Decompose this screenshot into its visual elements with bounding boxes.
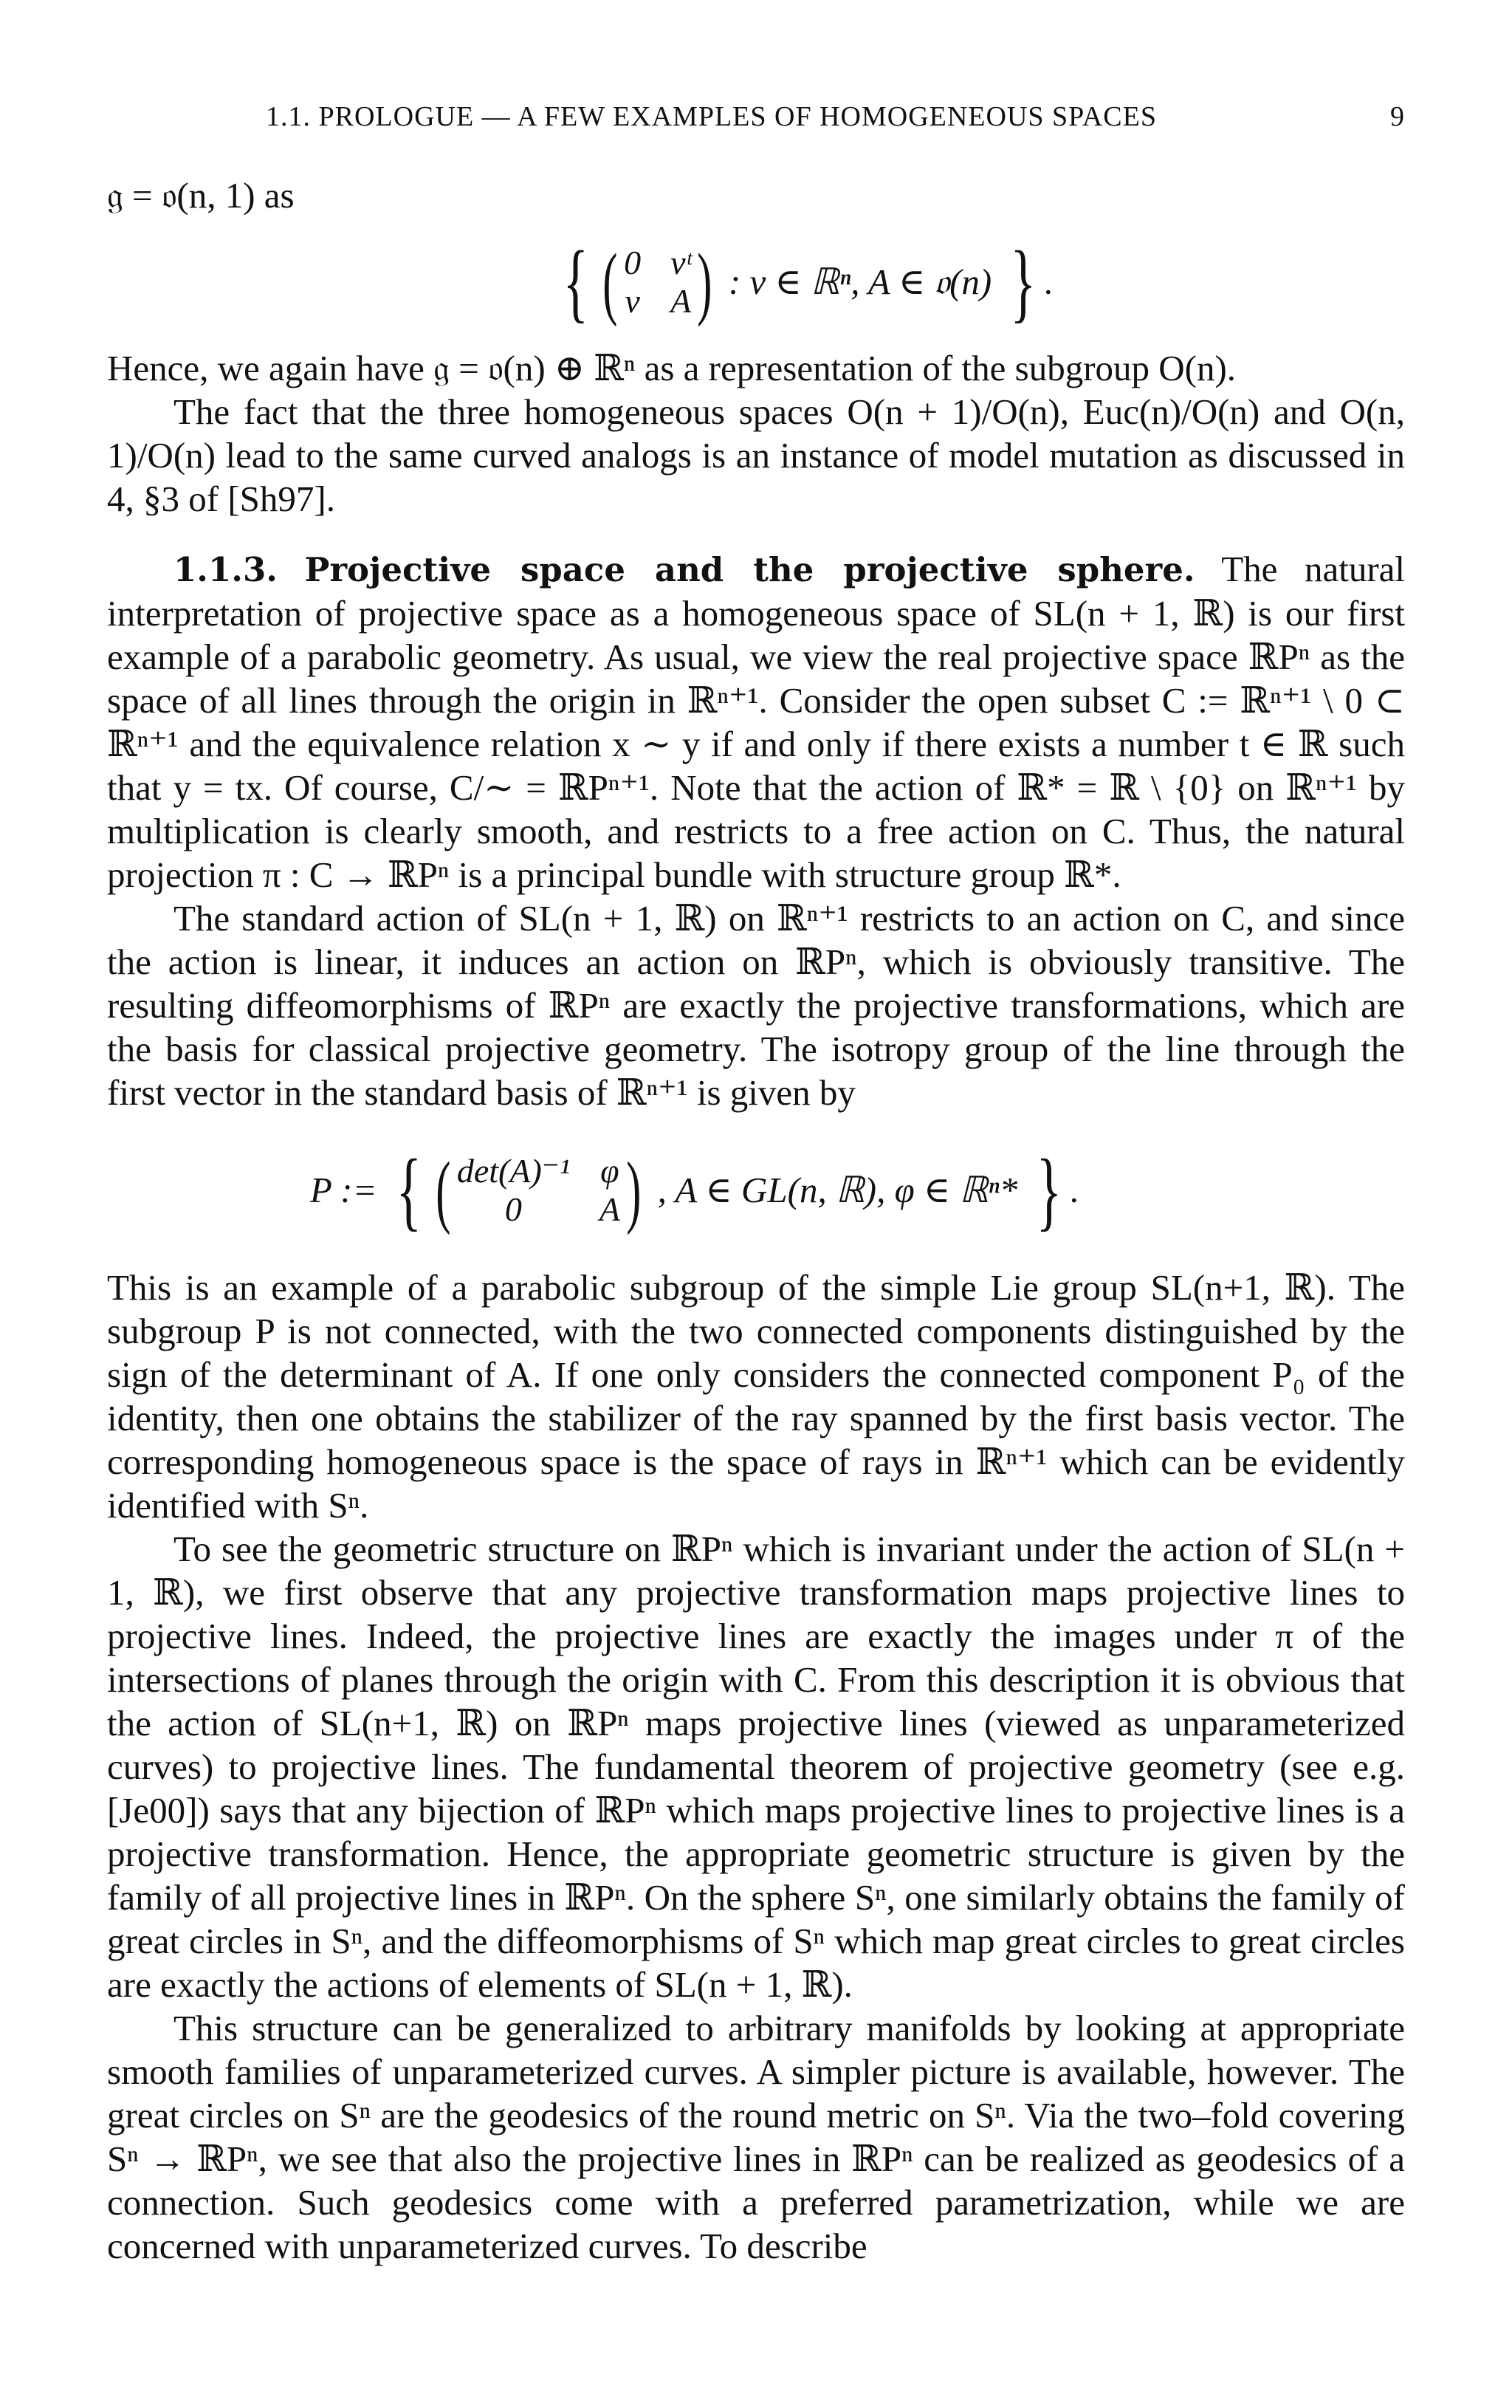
- section-number: 1.1.3.: [173, 550, 278, 589]
- paragraph-5: This is an example of a parabolic subgroup of the simple Lie group SL(n+1, ℝ). The subgroup P is not connected, with the two connected components distinguished by the sign of the determinant of A. If one only considers the connected component P₀ of the identity, then one obtains the stabilizer of the ray spanned by the first basis vector. The corresponding homogeneous space is the space of rays in ℝⁿ⁺¹ which can be evidently identified with Sⁿ.: [107, 1267, 1405, 1526]
- left-brace: {: [396, 1140, 422, 1239]
- equation-period: .: [1070, 1170, 1080, 1210]
- right-paren: ): [626, 1145, 642, 1235]
- matrix-entry: 0: [624, 243, 642, 281]
- running-head: [107, 95, 1405, 139]
- matrix-entry: φ: [600, 1151, 619, 1190]
- section-heading-paragraph: [107, 547, 1405, 896]
- matrix-entry: v: [625, 281, 640, 320]
- paragraph-3: The natural interpretation of projective space as a homogeneous space of SL(n + 1, ℝ) is our first example of a parabolic geometry. As usual, we view the real projective space ℝPⁿ as the space of all lines through the origin in ℝⁿ⁺¹. Consider the open subset C := ℝⁿ⁺¹ \ 0 ⊂ ℝⁿ⁺¹ and the equivalence relation x ∼ y if and only if there exists a number t ∈ ℝ such that y = tx. Of course, C/∼ = ℝPⁿ⁺¹. Note that the action of ℝ* = ℝ \ {0} on ℝⁿ⁺¹ by multiplication is clearly smooth, and restricts to a free action on C. Thus, the natural projection π : C → ℝPⁿ is a principal bundle with structure group ℝ*.: [107, 549, 1405, 895]
- display-equation-algebra: [107, 217, 1405, 346]
- matrix-entry: vᵗ: [670, 243, 692, 281]
- set-expression: [554, 232, 1054, 331]
- left-paren: (: [602, 236, 618, 327]
- set-condition: , A ∈ GL(n, ℝ), φ ∈ ℝⁿ*: [657, 1170, 1018, 1210]
- right-brace: }: [1010, 232, 1037, 331]
- set-expression: [300, 1140, 1080, 1239]
- paragraph-2: The fact that the three homogeneous spaces O(n + 1)/O(n), Euc(n)/O(n) and O(n, 1)/O(n) lead to the same curved analogs is an instance of model mutation as discussed in 4, §3 of [Sh97].: [107, 391, 1405, 519]
- set-condition: : v ∈ ℝⁿ, A ∈ 𝔬(n): [728, 261, 992, 302]
- matrix-entry: A: [670, 281, 692, 320]
- left-brace: {: [563, 232, 588, 331]
- paragraph-7: This structure can be generalized to arbitrary manifolds by looking at appropriate smooth families of unparameterized curves. A simpler picture is available, however. The great circles on Sⁿ are the geodesics of the round metric on Sⁿ. Via the two–fold covering Sⁿ → ℝPⁿ, we see that also the projective lines in ℝPⁿ can be realized as geodesics of a connection. Such geodesics come with a preferred parametrization, while we are concerned with unparameterized curves. To describe: [107, 2008, 1405, 2266]
- paragraph-4: The standard action of SL(n + 1, ℝ) on ℝⁿ⁺¹ restricts to an action on C, and since the action is linear, it induces an action on ℝPⁿ, which is obviously transitive. The resulting diffeomorphisms of ℝPⁿ are exactly the projective transformations, which are the basis for classical projective geometry. The isotropy group of the line through the first vector in the standard basis of ℝⁿ⁺¹ is given by: [107, 898, 1405, 1113]
- paragraph-1: Hence, we again have 𝔤 = 𝔬(n) ⊕ ℝⁿ as a representation of the subgroup O(n).: [107, 348, 1237, 388]
- display-equation-parabolic: [0, 1114, 1405, 1266]
- lead-line: 𝔤 = 𝔬(n, 1) as: [107, 175, 295, 216]
- matrix-entry: 0: [504, 1190, 522, 1228]
- section-title: Projective space and the projective sphere.: [304, 550, 1195, 589]
- equation-period: .: [1044, 261, 1054, 302]
- matrix: [457, 1153, 620, 1228]
- matrix-entry: det(A)⁻¹: [456, 1151, 570, 1190]
- right-paren: ): [697, 236, 712, 327]
- page-number: 9: [1390, 101, 1405, 132]
- left-paren: (: [436, 1145, 451, 1235]
- matrix: [624, 244, 691, 320]
- running-head-title: 1.1. PROLOGUE — A FEW EXAMPLES OF HOMOGENEOUS SPACES: [266, 101, 1157, 132]
- matrix-entry: A: [599, 1190, 620, 1228]
- page-body: [107, 174, 1405, 2268]
- right-brace: }: [1036, 1140, 1062, 1239]
- equation-lhs: P :=: [309, 1170, 377, 1210]
- paragraph-6: To see the geometric structure on ℝPⁿ which is invariant under the action of SL(n + 1, ℝ), we first observe that any projective transformation maps projective lines to projective lines. Indeed, the projective lines are exactly the images under π of the intersections of planes through the origin with C. From this description it is obvious that the action of SL(n+1, ℝ) on ℝPⁿ maps projective lines (viewed as unparameterized curves) to projective lines. The fundamental theorem of projective geometry (see e.g. [Je00]) says that any bijection of ℝPⁿ which maps projective lines to projective lines is a projective transformation. Hence, the appropriate geometric structure is given by the family of all projective lines in ℝPⁿ. On the sphere Sⁿ, one similarly obtains the family of great circles in Sⁿ, and the diffeomorphisms of Sⁿ which map great circles to great circles are exactly the actions of elements of SL(n + 1, ℝ).: [107, 1529, 1405, 2005]
